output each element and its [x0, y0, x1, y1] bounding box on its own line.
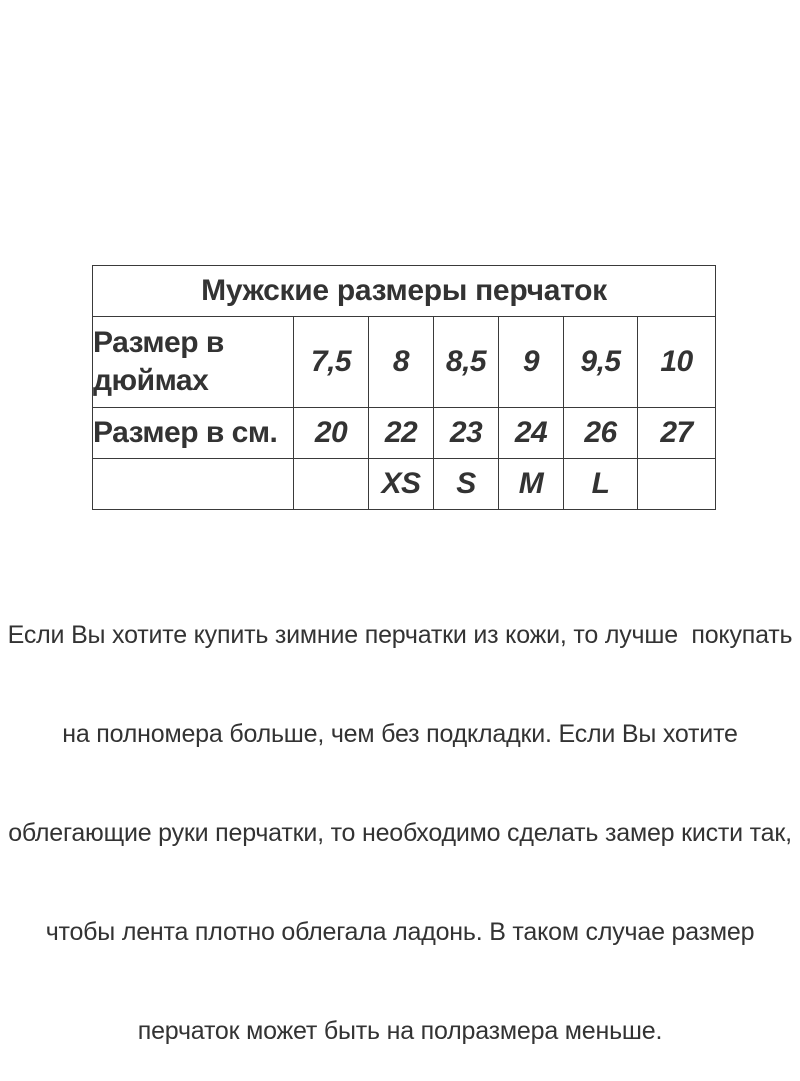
table-cell	[638, 459, 716, 510]
glove-size-table	[92, 265, 716, 510]
table-cell: XS	[369, 459, 434, 510]
table-title: Мужские размеры перчаток	[93, 266, 716, 317]
table-cell: 24	[499, 408, 564, 459]
note-line: облегающие руки перчатки, то необходимо сделать замер кисти так,	[8, 819, 792, 847]
note-line: чтобы лента плотно облегала ладонь. В таком случае размер	[45, 918, 755, 946]
table-cell	[294, 459, 369, 510]
note-line: Если Вы хотите купить зимние перчатки из кожи, то лучше покупать	[7, 621, 793, 649]
row-label-cm: Размер в см.	[93, 408, 294, 459]
table-cell: 20	[294, 408, 369, 459]
table-cell: 7,5	[294, 317, 369, 408]
table-cell: 10	[638, 317, 716, 408]
table-row-letter-size	[93, 459, 716, 510]
table-row-inches	[93, 317, 716, 408]
table-cell: 9,5	[564, 317, 638, 408]
note-line: на полномера больше, чем без подкладки. Если Вы хотите	[62, 720, 738, 748]
table-cell: S	[434, 459, 499, 510]
table-cell: L	[564, 459, 638, 510]
table-row-cm	[93, 408, 716, 459]
table-cell: 9	[499, 317, 564, 408]
table-cell: 27	[638, 408, 716, 459]
row-label-letter	[93, 459, 294, 510]
sizing-note	[0, 553, 800, 1081]
table-cell: M	[499, 459, 564, 510]
table-cell: 26	[564, 408, 638, 459]
table-title-row	[93, 266, 716, 317]
note-line: перчаток может быть на полразмера меньше.	[137, 1017, 663, 1045]
row-label-inches: Размер в дюймах	[93, 317, 294, 408]
table-cell: 8,5	[434, 317, 499, 408]
table-cell: 8	[369, 317, 434, 408]
table-cell: 22	[369, 408, 434, 459]
table-cell: 23	[434, 408, 499, 459]
